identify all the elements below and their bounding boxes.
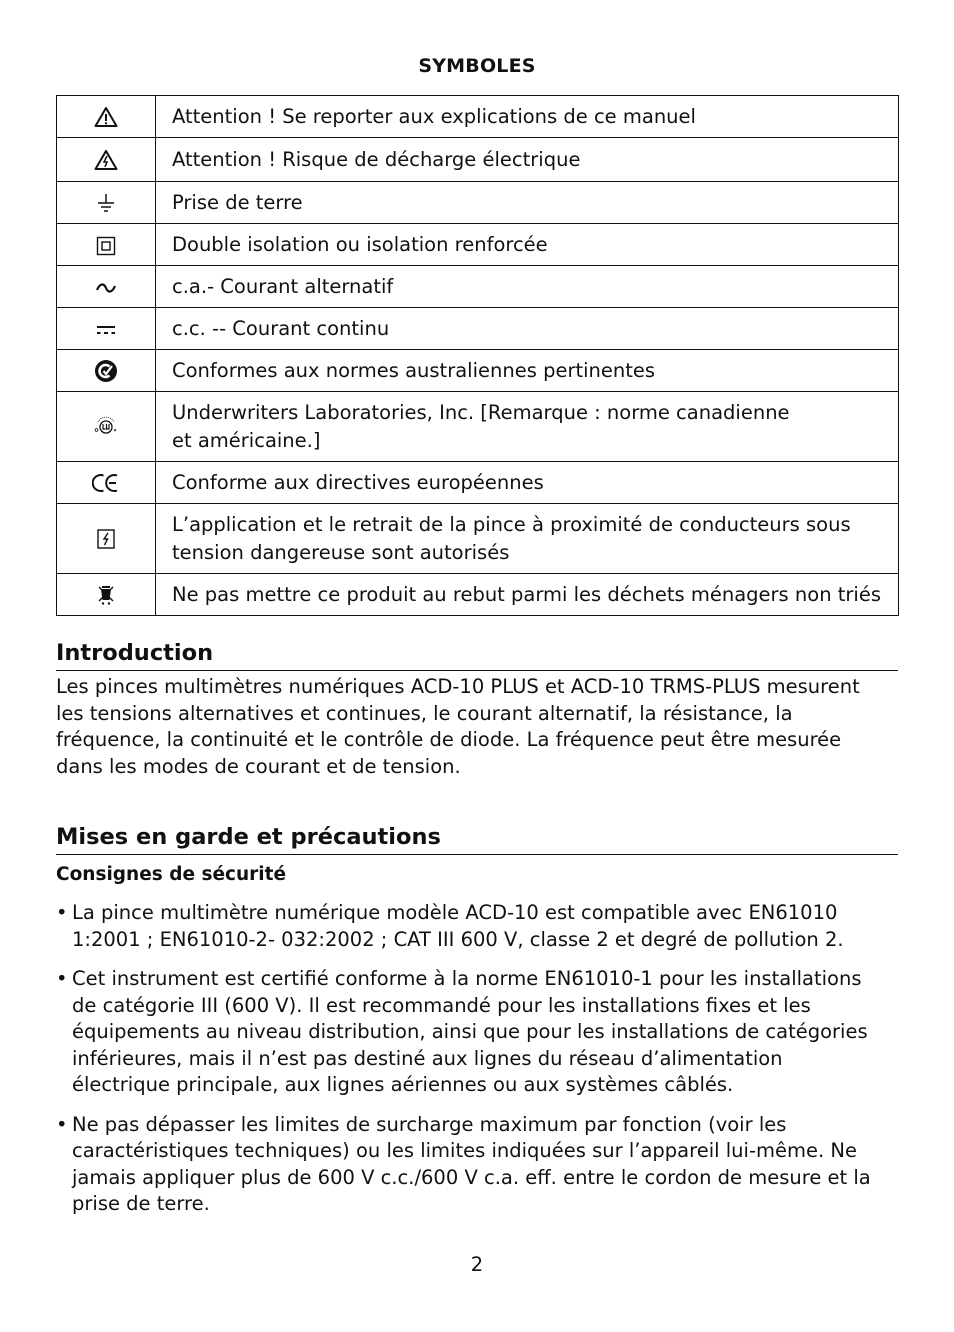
list-item — [56, 900, 898, 953]
symbol-row — [57, 308, 899, 350]
symbol-row — [57, 504, 899, 574]
paragraph-line: les tensions alternatives et continues, le courant alternatif, la résistance, la — [56, 701, 793, 725]
bullet-marker: • — [56, 967, 68, 990]
symbol-cell — [57, 224, 156, 266]
bullet-marker: • — [56, 1112, 68, 1136]
symbol-description: Attention ! Se reporter aux explications de ce manuel — [156, 96, 899, 138]
introduction-heading: Introduction — [56, 640, 898, 671]
warnings-heading: Mises en garde et précautions — [56, 824, 898, 855]
symbol-description-line: et américaine.] — [172, 428, 321, 452]
symbol-description: Conforme aux directives européennes — [156, 462, 899, 504]
page-number: 2 — [470, 1253, 484, 1276]
double-insulation-icon — [96, 236, 116, 256]
symbol-description: Conformes aux normes australiennes pertinentes — [156, 350, 899, 392]
bullet-line: équipements au niveau distribution, ainsi que pour les installations de catégories — [72, 1020, 868, 1043]
symbol-row — [57, 392, 899, 462]
bullet-line: de catégorie III (600 V). Il est recommandé pour les installations fixes et les — [72, 993, 811, 1017]
bullet-line: Cet instrument est certifié conforme à la norme EN61010-1 pour les installations — [72, 967, 862, 990]
symbol-cell — [57, 182, 156, 224]
ul-mark-icon — [92, 414, 120, 440]
symbol-description: Ne pas mettre ce produit au rebut parmi les déchets ménagers non triés — [156, 574, 899, 616]
symbol-description — [156, 392, 899, 462]
ground-icon — [96, 192, 116, 214]
dc-icon — [95, 323, 117, 337]
symbol-cell — [57, 392, 156, 462]
paragraph-line: dans les modes de courant et de tension. — [56, 754, 461, 778]
c-tick-icon — [94, 359, 118, 383]
safety-subheading: Consignes de sécurité — [56, 864, 287, 885]
symbol-cell — [57, 308, 156, 350]
list-item — [56, 966, 898, 1099]
symbol-cell — [57, 574, 156, 616]
symbols-table — [56, 95, 899, 616]
bullet-marker: • — [56, 901, 68, 924]
paragraph-line: fréquence, la continuité et le contrôle de diode. La fréquence peut être mesurée — [56, 728, 842, 751]
introduction-section — [56, 640, 898, 780]
symbol-row — [57, 462, 899, 504]
bullet-line: Ne pas dépasser les limites de surcharge maximum par fonction (voir les — [72, 1112, 787, 1136]
page-title: SYMBOLES — [418, 55, 536, 77]
bullet-line: électrique principale, aux lignes aériennes ou aux systèmes câblés. — [72, 1073, 734, 1096]
paragraph-line: Les pinces multimètres numériques ACD-10 PLUS et ACD-10 TRMS-PLUS mesurent — [56, 675, 860, 698]
symbol-row — [57, 182, 899, 224]
symbol-description: c.a.- Courant alternatif — [156, 266, 899, 308]
symbol-cell — [57, 504, 156, 574]
introduction-paragraph — [56, 674, 898, 780]
symbol-row — [57, 266, 899, 308]
bullet-line: jamais appliquer plus de 600 V c.c./600 V c.a. eff. entre le cordon de mesure et la — [72, 1165, 871, 1189]
symbol-row — [57, 350, 899, 392]
bullet-line: prise de terre. — [72, 1192, 210, 1215]
symbol-description-line: L’application et le retrait de la pince à proximité de conducteurs sous — [172, 512, 851, 536]
bullet-line: caractéristiques techniques) ou les limites indiquées sur l’appareil lui-même. Ne — [72, 1139, 857, 1162]
symbol-description: Attention ! Risque de décharge électrique — [156, 138, 899, 182]
symbol-cell — [57, 138, 156, 182]
ce-mark-icon — [92, 472, 120, 494]
symbol-row — [57, 96, 899, 138]
electric-shock-icon — [94, 149, 118, 171]
symbol-row — [57, 224, 899, 266]
symbol-cell — [57, 96, 156, 138]
warnings-section — [56, 824, 898, 1218]
symbol-cell — [57, 266, 156, 308]
symbol-description-line: tension dangereuse sont autorisés — [172, 540, 510, 564]
symbol-cell — [57, 462, 156, 504]
symbol-row — [57, 138, 899, 182]
weee-bin-icon — [97, 583, 115, 607]
live-conductor-icon — [96, 528, 116, 550]
symbol-row — [57, 574, 899, 616]
ac-icon — [95, 281, 117, 295]
symbol-description — [156, 504, 899, 574]
bullet-line: 1:2001 ; EN61010-2- 032:2002 ; CAT III 600 V, classe 2 et degré de pollution 2. — [72, 927, 844, 951]
symbol-cell — [57, 350, 156, 392]
bullet-line: inférieures, mais il n’est pas destiné aux lignes du réseau d’alimentation — [72, 1046, 783, 1070]
symbol-description-line: Underwriters Laboratories, Inc. [Remarque : norme canadienne — [172, 400, 790, 424]
symbol-description: Prise de terre — [156, 182, 899, 224]
list-item — [56, 1112, 898, 1218]
symbol-description: c.c. -- Courant continu — [156, 308, 899, 350]
warning-triangle-icon — [94, 106, 118, 128]
bullet-line: La pince multimètre numérique modèle ACD-10 est compatible avec EN61010 — [72, 901, 838, 924]
symbol-description: Double isolation ou isolation renforcée — [156, 224, 899, 266]
